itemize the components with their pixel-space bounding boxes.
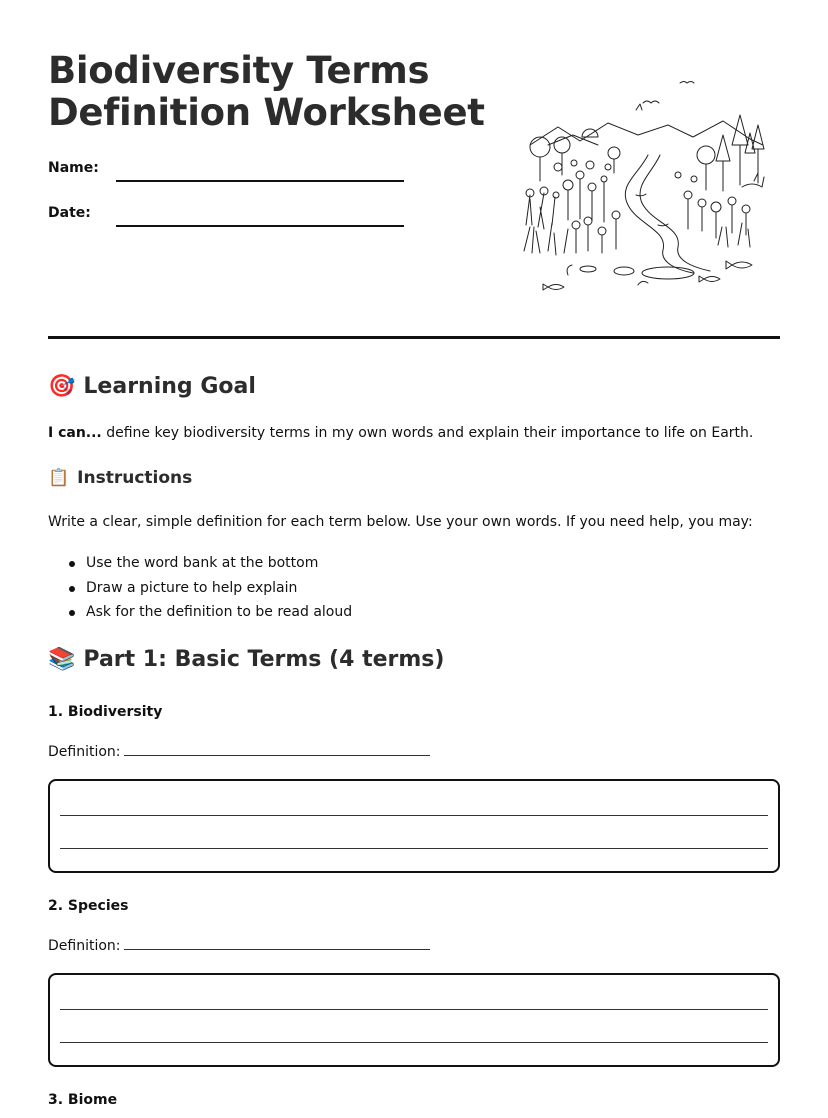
definition-blank[interactable] [124, 743, 430, 756]
help-options-list [48, 551, 352, 625]
name-label: Name: [48, 160, 99, 176]
list-item: Draw a picture to help explain [48, 576, 352, 601]
instructions-text: Write a clear, simple definition for each term below. Use your own words. If you need help, you may: [48, 514, 753, 530]
list-item: Ask for the definition to be read aloud [48, 600, 352, 625]
date-label: Date: [48, 205, 91, 221]
books-icon: 📚 [48, 647, 76, 672]
instructions-heading-text: Instructions [77, 468, 193, 488]
definition-label: Definition: [48, 744, 121, 760]
answer-line [60, 815, 768, 816]
ecosystem-illustration [518, 75, 770, 295]
definition-blank[interactable] [124, 937, 430, 950]
term-title-species: 2. Species [48, 898, 129, 914]
learning-goal-heading [48, 374, 256, 399]
title-line-1: Biodiversity Terms [48, 49, 430, 92]
worksheet-title [48, 50, 485, 134]
clipboard-icon: 📋 [48, 468, 70, 488]
learning-goal-body: define key biodiversity terms in my own words and explain their importance to life on Earth. [101, 425, 754, 441]
term-title-biodiversity: 1. Biodiversity [48, 704, 163, 720]
part1-heading [48, 647, 444, 672]
learning-goal-lead: I can... [48, 425, 102, 441]
definition-label: Definition: [48, 938, 121, 954]
list-item: Use the word bank at the bottom [48, 551, 352, 576]
answer-box[interactable] [48, 973, 780, 1067]
section-divider [48, 336, 780, 339]
date-field[interactable] [116, 225, 404, 227]
instructions-heading [48, 468, 192, 488]
learning-goal-heading-text: Learning Goal [83, 374, 256, 399]
answer-box[interactable] [48, 779, 780, 873]
target-icon: 🎯 [48, 374, 76, 399]
learning-goal-text [48, 425, 753, 441]
answer-line [60, 1042, 768, 1043]
definition-row [48, 743, 430, 760]
part1-heading-text: Part 1: Basic Terms (4 terms) [83, 647, 445, 672]
name-field[interactable] [116, 180, 404, 182]
definition-row [48, 937, 430, 954]
answer-line [60, 1009, 768, 1010]
answer-line [60, 848, 768, 849]
title-line-2: Definition Worksheet [48, 91, 485, 134]
term-title-biome: 3. Biome [48, 1092, 118, 1108]
